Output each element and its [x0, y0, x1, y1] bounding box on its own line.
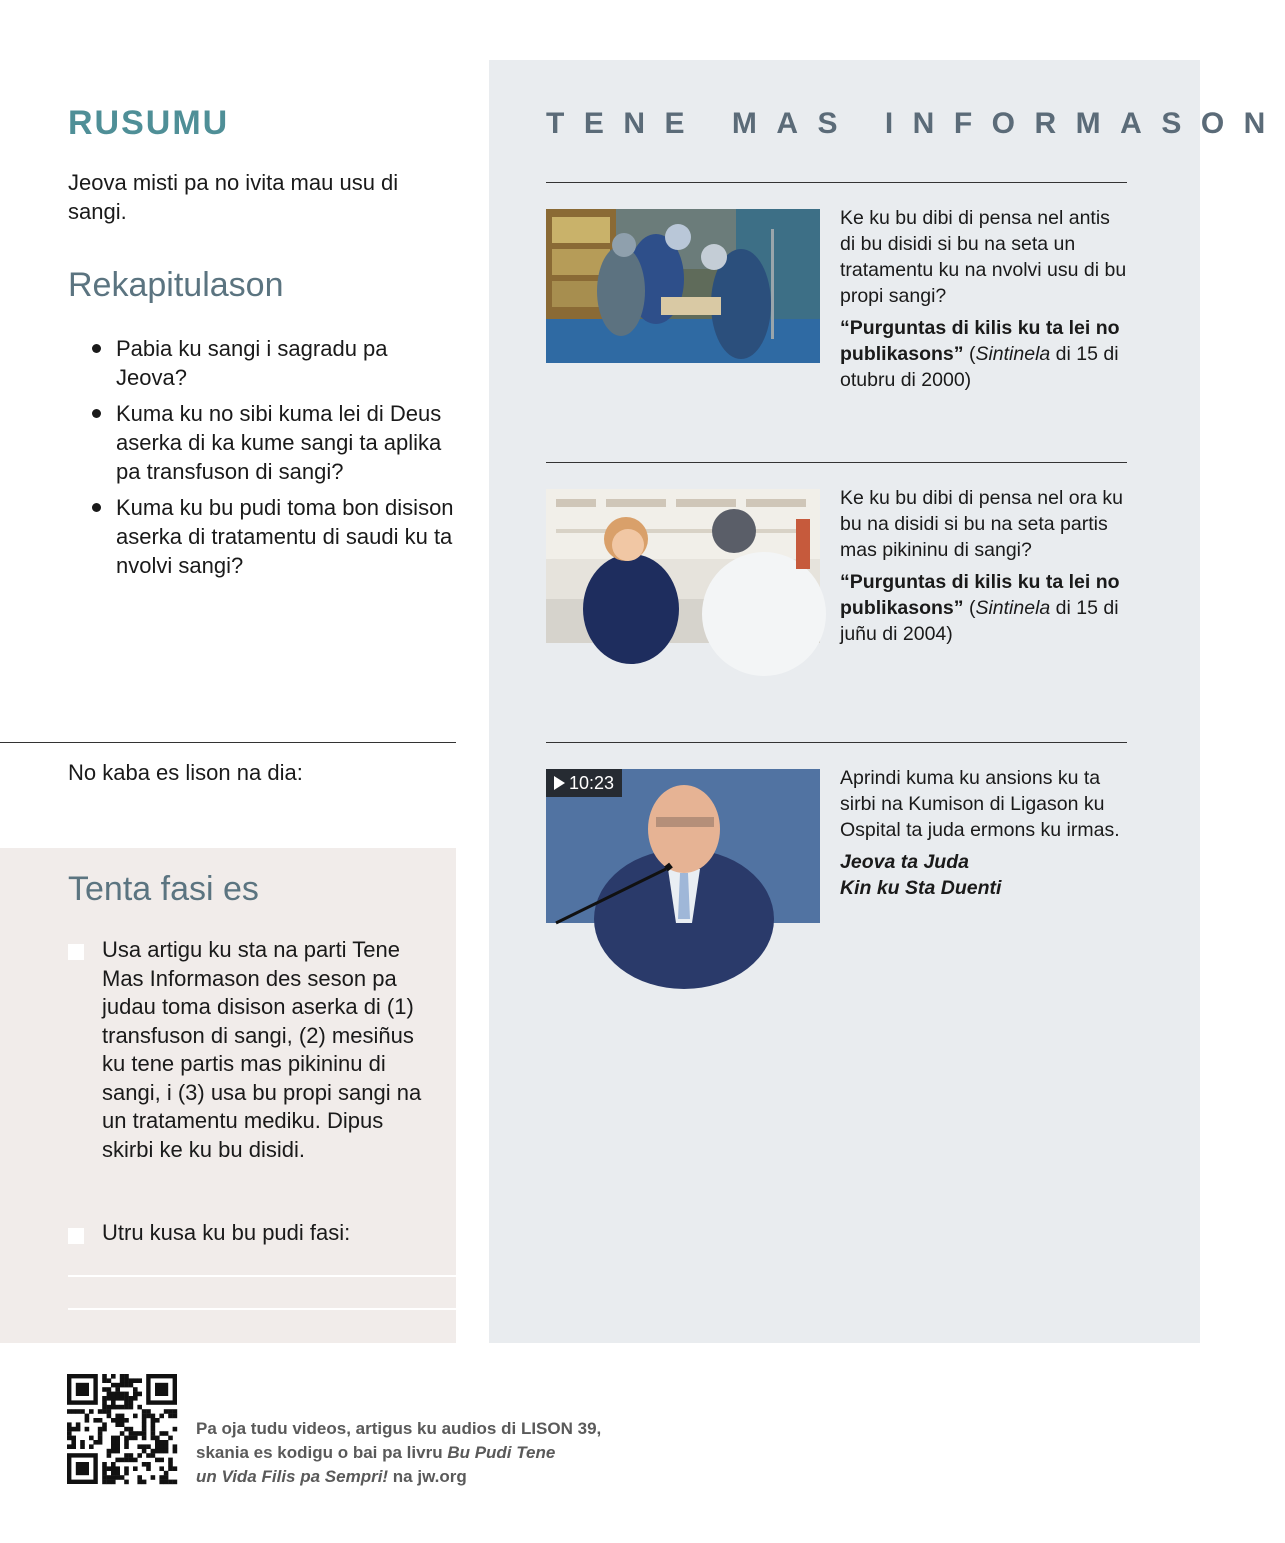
summary-text: Jeova misti pa no ivita mau usu di sangi. — [68, 170, 399, 224]
play-icon — [554, 776, 565, 790]
checkbox[interactable] — [68, 1228, 84, 1244]
source-date: di 15 di juñu di 2004) — [840, 597, 1119, 645]
bullet-icon — [92, 503, 101, 512]
more-info-heading: TENE MAS INFORMASON — [546, 107, 1285, 140]
footer-text: Pa oja tudu videos, artigus ku audios di LISON 39, skania es kodigu o bai pa livru Bu Pudi Tene un Vida Filis pa Sempri! na jw.org — [196, 1419, 602, 1486]
lesson-completed-label: No kaba es lison na dia: — [68, 760, 303, 785]
resource-reference[interactable] — [840, 315, 1130, 393]
video-thumbnail[interactable] — [546, 769, 820, 923]
surgery-photo[interactable] — [546, 209, 820, 363]
source-date: di 15 di otubru di 2000) — [840, 343, 1119, 391]
task-text: Usa artigu ku sta na parti Tene Mas Informason des seson pa judau toma disison aserka di (1) transfuson di sangi, (2) mesiñus ku tene partis mas pikininu di sangi, i (3) usa bu propi sangi na un tratamentu mediku. Dipus skirbi ke ku bu disidi. — [102, 937, 422, 1162]
video-duration-badge — [546, 769, 622, 797]
doctor-consultation-photo[interactable] — [546, 489, 820, 643]
resource-text — [840, 765, 1130, 901]
resource-description: Ke ku bu dibi di pensa nel antis di bu disidi si bu na seta un tratamentu ku na nvolvi usu di bu propi sangi? — [840, 207, 1127, 307]
resource-reference[interactable] — [840, 569, 1130, 647]
qr-code-icon[interactable] — [67, 1374, 177, 1484]
resource-title[interactable]: “Purguntas di kilis ku ta lei no publikasons” — [840, 571, 1120, 619]
resource-title[interactable]: “Purguntas di kilis ku ta lei no publikasons” — [840, 317, 1120, 365]
bullet-icon — [92, 409, 101, 418]
resource-text — [840, 485, 1130, 647]
source-prefix: ( — [963, 343, 976, 365]
recap-item: Kuma ku bu pudi toma bon disison aserka di tratamentu di saudi ku ta nvolvi sangi? — [92, 493, 462, 580]
recap-item: Kuma ku no sibi kuma lei di Deus aserka di ka kume sangi ta aplika pa transfuson di sangi? — [92, 399, 462, 486]
divider — [546, 742, 1127, 743]
resource-description: Ke ku bu dibi di pensa nel ora ku bu na disidi si bu na seta partis mas pikininu di sangi? — [840, 487, 1123, 561]
writing-line[interactable] — [68, 1308, 456, 1310]
recap-list — [92, 334, 462, 587]
divider — [0, 742, 456, 743]
source-publication: Sintinela — [975, 343, 1051, 365]
resource-description: Aprindi kuma ku ansions ku ta sirbi na Kumison di Ligason ku Ospital ta juda ermons ku irmas. — [840, 767, 1120, 841]
source-prefix: ( — [963, 597, 976, 619]
video-title[interactable]: Jeova ta Juda Kin ku Sta Duenti — [840, 851, 1002, 899]
checkbox[interactable] — [68, 944, 84, 960]
recap-heading: Rekapitulason — [68, 266, 284, 304]
resource-text — [840, 205, 1130, 393]
summary-heading: RUSUMU — [68, 104, 230, 142]
source-publication: Sintinela — [975, 597, 1051, 619]
video-duration: 10:23 — [569, 773, 615, 793]
divider — [546, 182, 1127, 183]
divider — [546, 462, 1127, 463]
bullet-icon — [92, 344, 101, 353]
recap-item: Pabia ku sangi i sagradu pa Jeova? — [92, 334, 462, 392]
task-text: Utru kusa ku bu pudi fasi: — [102, 1220, 351, 1245]
try-this-heading: Tenta fasi es — [68, 870, 259, 908]
writing-line[interactable] — [68, 1275, 456, 1277]
